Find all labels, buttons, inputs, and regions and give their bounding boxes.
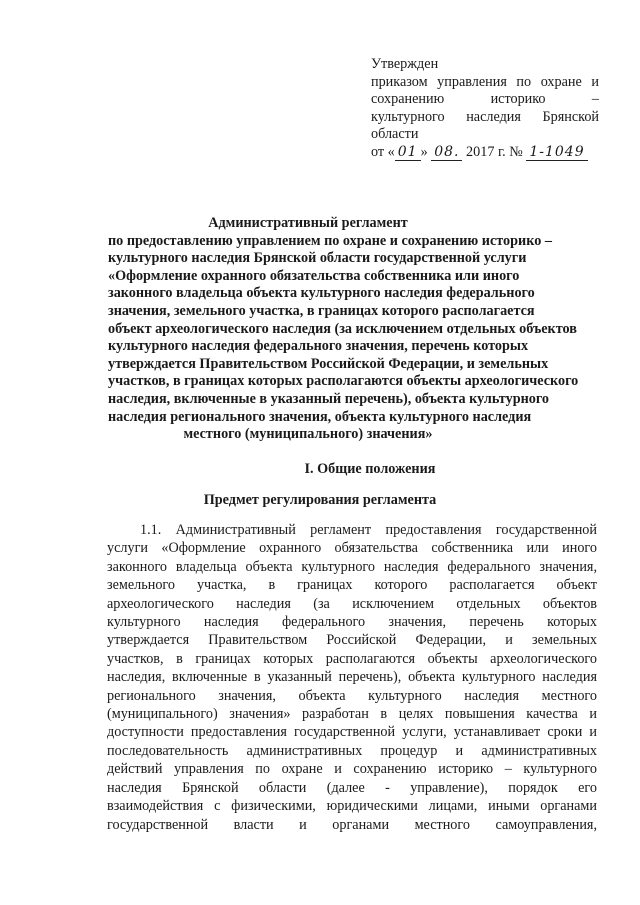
title-line: по предоставлению управлением по охране и сохранению историко –	[108, 232, 552, 249]
body-line: законного владельца объекта культурного наследия федерального значения,	[107, 558, 597, 575]
body-line: доступности предоставления государственной услуги, устанавливает сроки и	[107, 724, 597, 741]
approval-line: области	[371, 126, 419, 142]
body-line: государственной власти и органами местного самоуправления,	[107, 816, 597, 833]
title-line: объект археологического наследия (за исключением отдельных объектов	[108, 320, 577, 337]
title-line: законного владельца объекта культурного наследия федерального	[108, 285, 535, 302]
section-heading: I. Общие положения	[304, 461, 436, 477]
approval-line: Утвержден	[371, 56, 439, 72]
body-line: услуги «Оформление охранного обязательства собственника или иного	[107, 540, 597, 557]
body-line: археологического наследия (за исключением отдельных объектов	[107, 595, 597, 612]
approval-line: приказом управления по охране и	[371, 73, 599, 90]
date-year: 2017 г. №	[466, 143, 523, 160]
title-line: значения, земельного участка, в границах которого располагается	[108, 302, 535, 319]
body-line: взаимодействия с физическими, юридическими лицами, иными органами	[107, 798, 597, 815]
handwritten-month: 08.	[431, 144, 462, 161]
subsection-heading: Предмет регулирования регламента	[203, 492, 437, 508]
body-line: участков, в границах которых располагаются объекты археологического	[107, 650, 597, 667]
body-line: 1.1. Административный регламент предоставления государственной	[140, 522, 597, 538]
body-paragraph	[107, 521, 597, 834]
handwritten-order-number: 1-1049	[526, 144, 587, 161]
date-prefix: от «	[371, 143, 395, 160]
body-line: утверждается Правительством Российской Федерации, и земельных	[107, 632, 597, 649]
body-line: земельного участка, в границах которого располагается объект	[107, 577, 597, 594]
approval-line: культурного наследия Брянской	[371, 108, 599, 125]
document-title	[108, 215, 579, 444]
title-line: наследия регионального значения, объекта культурного наследия	[108, 408, 532, 425]
date-mid: »	[420, 143, 428, 160]
title-line: Административный регламент	[208, 215, 408, 231]
approval-line: сохранению историко –	[371, 91, 599, 107]
title-line: культурного наследия Брянской области государственной услуги	[108, 250, 527, 267]
approval-date-line	[371, 144, 599, 162]
body-line: регионального значения, объекта культурного наследия местного	[107, 687, 597, 704]
title-line: «Оформление охранного обязательства собственника или иного	[108, 267, 520, 284]
body-line: последовательность административных процедур и административных	[107, 742, 597, 759]
body-line: (муниципального) значения» разработан в целях повышения качества и	[107, 706, 597, 723]
handwritten-day: 01	[395, 144, 421, 161]
title-line: участков, в границах которых располагаются объекты археологического	[108, 373, 579, 390]
body-line: наследия Брянской области (далее - управление), порядок его	[107, 779, 597, 796]
title-line: утверждается Правительством Российской Федерации, и земельных	[108, 355, 549, 372]
title-line: наследия, включенные в указанный перечень), объекта культурного	[108, 390, 550, 407]
title-line: культурного наследия федерального значения, перечень которых	[108, 338, 529, 355]
body-line: культурного наследия федерального значения, перечень которых	[107, 614, 597, 631]
title-line: местного (муниципального) значения»	[183, 426, 433, 443]
body-line: действий управления по охране и сохранению историко – культурного	[107, 761, 597, 778]
approval-stamp-block	[371, 56, 599, 161]
body-line: наследия, включенные в указанный перечень), объекта культурного наследия	[107, 669, 597, 686]
